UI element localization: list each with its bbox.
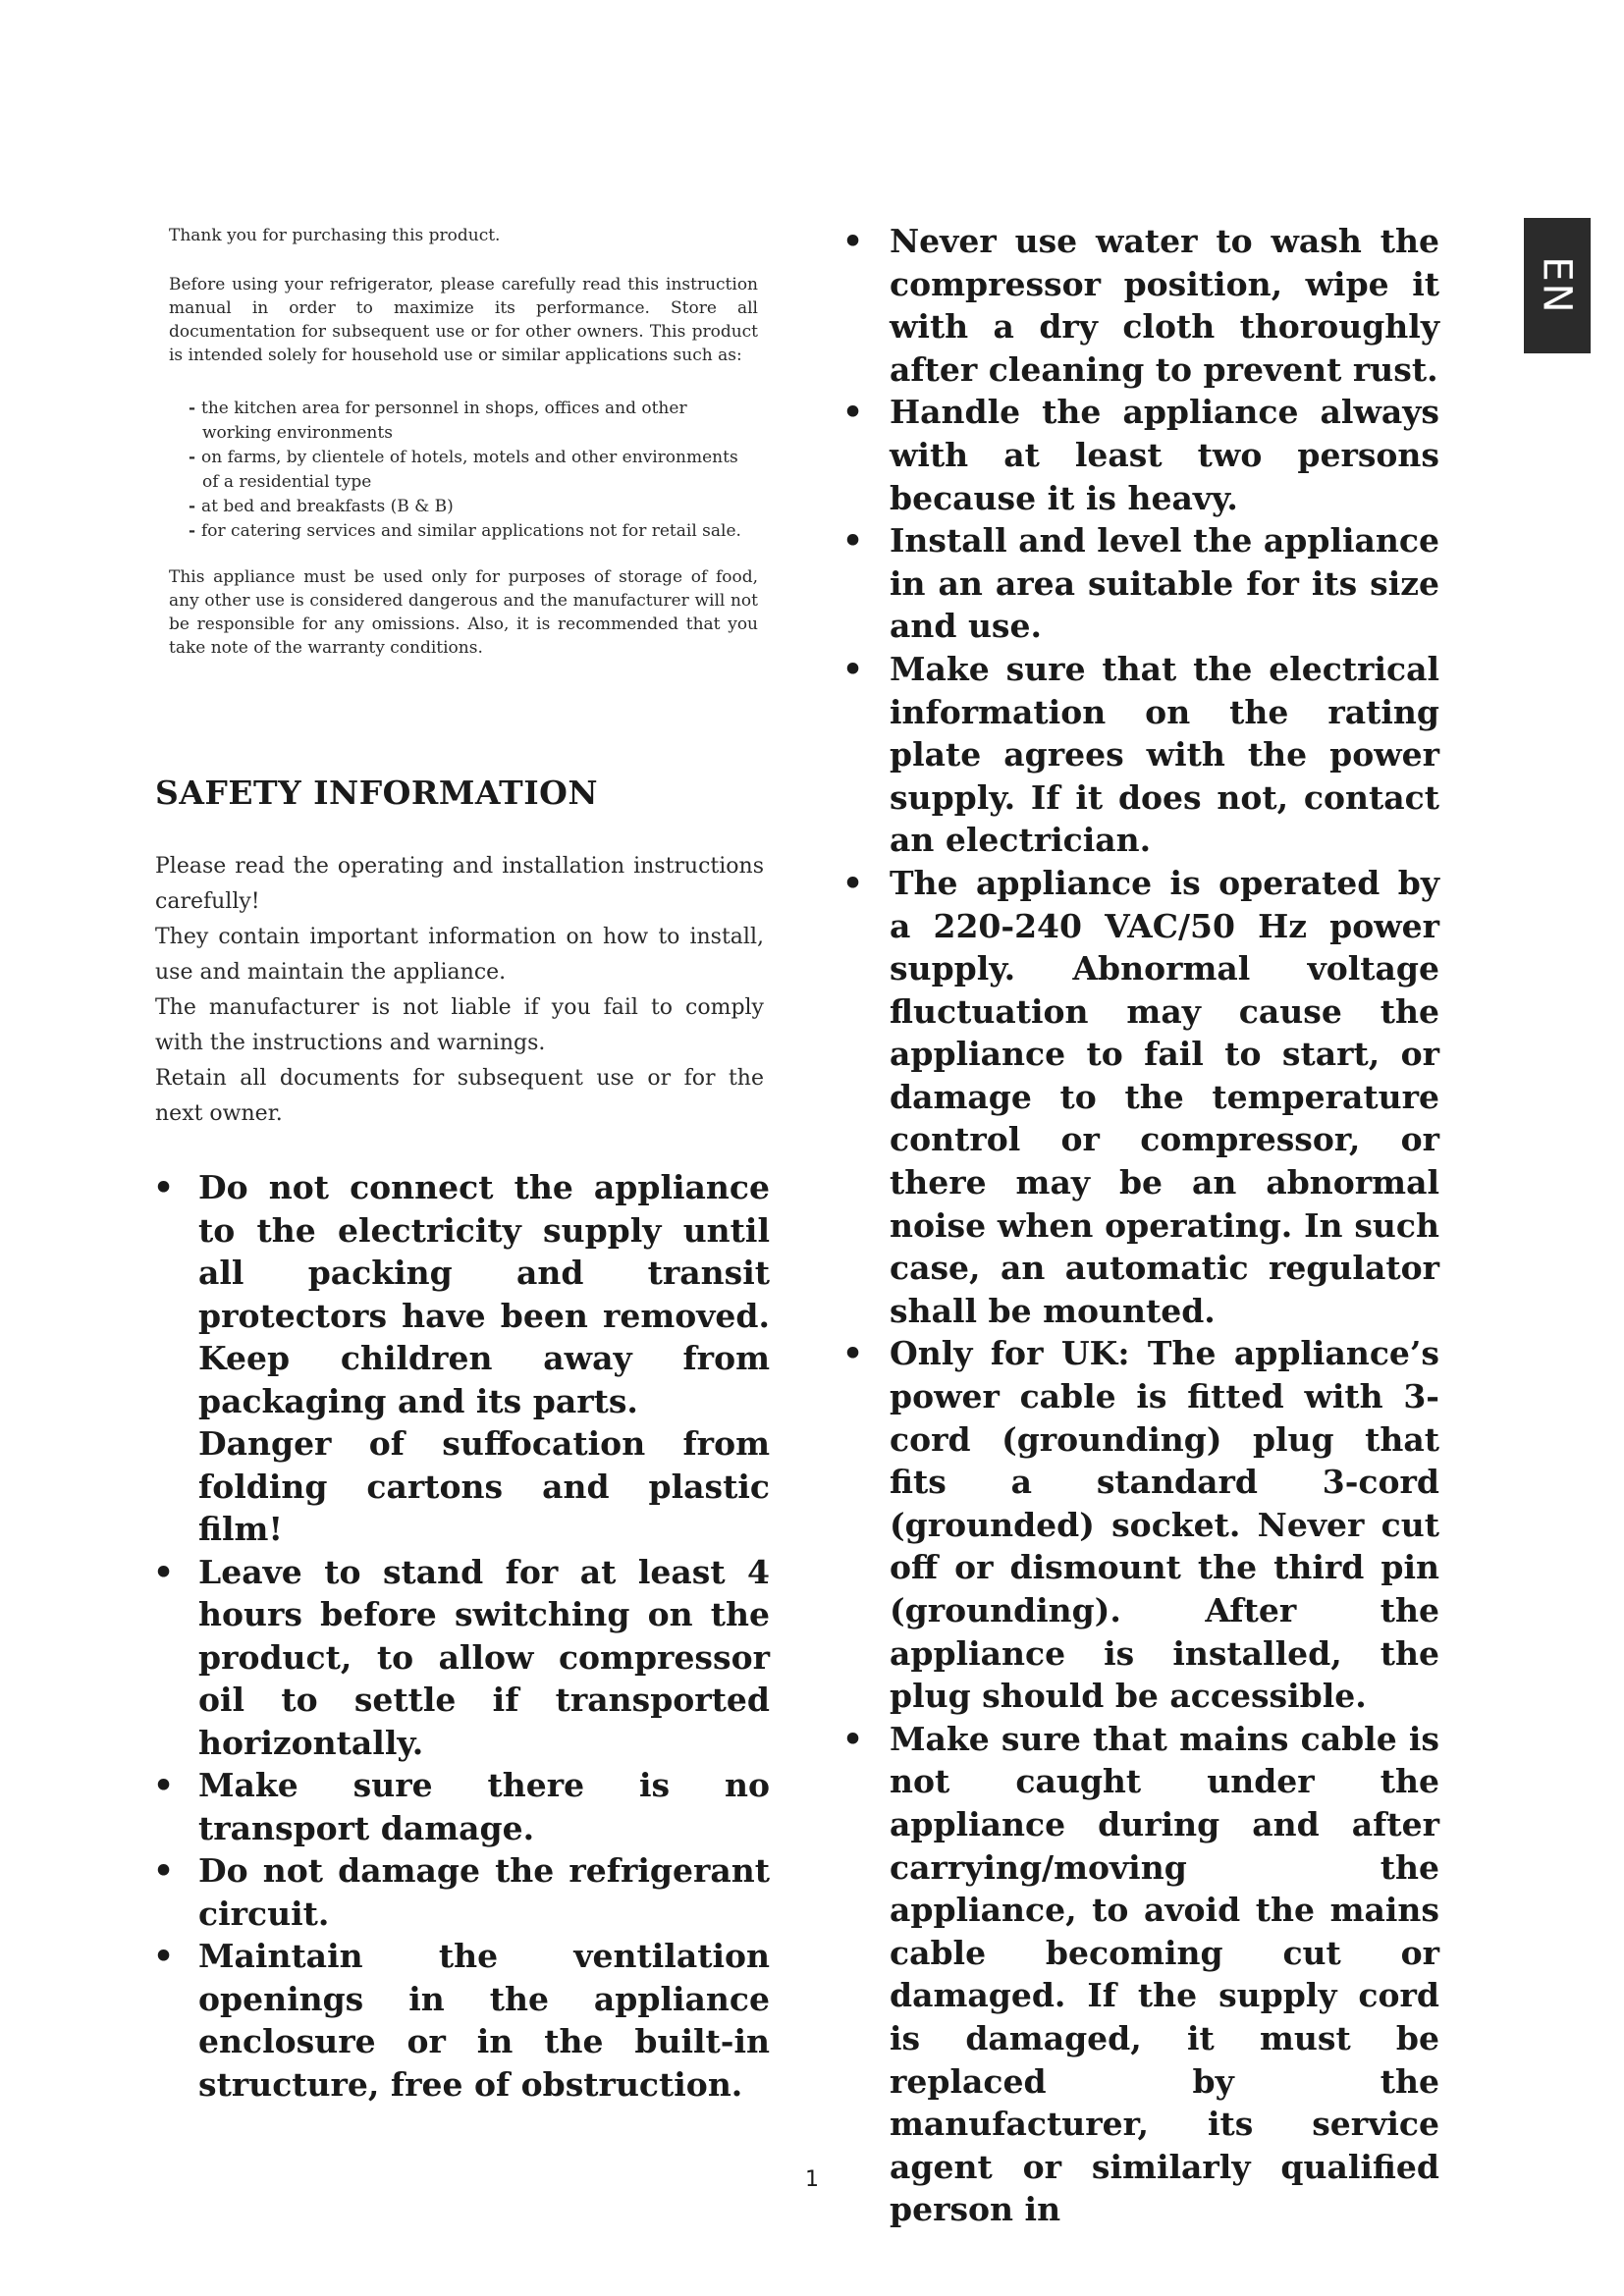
intro-section (169, 224, 758, 660)
list-item: • Handle the appliance always with at least two persons because it is heavy. (842, 393, 1439, 517)
bullet-icon: • (153, 1552, 175, 1591)
bullet-icon: • (153, 1168, 175, 1206)
bullet-icon: • (153, 1766, 175, 1804)
bullet-icon: • (153, 1851, 175, 1890)
safety-paragraph: Please read the operating and installation instructions carefully! (155, 854, 764, 914)
list-item: • The appliance is operated by a 220-240 VAC/50 Hz power supply. Abnormal voltage fluctuation may cause the appliance to fail to start, or damage to the temperature control or compressor, or there may be an abnormal noise when operating. In such case, an automatic regulator shall be mounted. (842, 863, 1439, 1330)
bullet-icon: • (842, 1334, 864, 1373)
intro-purpose: This appliance must be used only for purposes of storage of food, any other use is considered dangerous and the manufacturer will not be responsible for any omissions. Also, it is recommended that you take note of the warranty conditions. (169, 567, 758, 658)
safety-paragraph: They contain important information on how to install, use and maintain the appliance. (155, 925, 764, 985)
intended-uses-list (189, 397, 758, 544)
list-item: • Make sure that mains cable is not caught under the appliance during and after carrying/moving the appliance, to avoid the mains cable becoming cut or damaged. If the supply cord is damaged, it must be replaced by the manufacturer, its service agent or similarly qualified person in (842, 1719, 1439, 2229)
list-item: • Do not connect the appliance to the electricity supply until all packing and transit protectors have been removed. Keep children away from packaging and its parts. Danger of suffocation from folding cartons and plastic film! (153, 1168, 770, 1548)
bullet-icon: • (842, 393, 864, 432)
intro-thanks: Thank you for purchasing this product. (169, 226, 501, 245)
bullet-icon: • (842, 863, 864, 902)
list-item: • Make sure that the electrical information on the rating plate agrees with the power supply. If it does not, contact an electrician. (842, 649, 1439, 860)
list-item: - for catering services and similar applications not for retail sale. (189, 521, 741, 541)
right-safety-bullets (842, 220, 1439, 2231)
list-item: • Only for UK: The appliance’s power cable is fitted with 3-cord (grounding) plug that fits a standard 3-cord (grounded) socket. Never cut off or dismount the third pin (grounding). After the appliance is installed, the plug should be accessible. (842, 1334, 1439, 1716)
safety-intro (155, 849, 764, 1132)
bullet-icon: • (153, 1937, 175, 1975)
section-title: SAFETY INFORMATION (155, 774, 599, 812)
language-tab (1524, 218, 1591, 353)
safety-paragraph: Retain all documents for subsequent use or for the next owner. (155, 1066, 764, 1126)
bullet-icon: • (842, 649, 864, 688)
bullet-icon: • (842, 521, 864, 561)
list-item: • Make sure there is no transport damage. (153, 1766, 770, 1847)
list-item: - on farms, by clientele of hotels, motels and other environments of a residential type (189, 448, 738, 492)
list-item: • Leave to stand for at least 4 hours before switching on the product, to allow compressor oil to settle if transported horizontally. (153, 1552, 770, 1762)
bullet-icon: • (842, 222, 864, 260)
list-item: • Install and level the appliance in an area suitable for its size and use. (842, 521, 1439, 646)
list-item: • Never use water to wash the compressor position, wipe it with a dry cloth thoroughly after cleaning to prevent rust. (842, 222, 1439, 389)
language-label: EN (1534, 256, 1580, 315)
list-item: • Do not damage the refrigerant circuit. (153, 1851, 770, 1933)
list-item: - the kitchen area for personnel in shops, offices and other working environments (189, 399, 687, 443)
page-number: 1 (805, 2167, 819, 2192)
left-safety-bullets (153, 1166, 770, 2106)
safety-paragraph: The manufacturer is not liable if you fail to comply with the instructions and warnings. (155, 995, 764, 1055)
list-item: • Maintain the ventilation openings in the appliance enclosure or in the built-in structure, free of obstruction. (153, 1937, 770, 2104)
intro-before-using: Before using your refrigerator, please carefully read this instruction manual in order to maximize its performance. Store all documentation for subsequent use or for other owners. This product is intended solely for household use or similar applications such as: (169, 275, 758, 365)
bullet-icon: • (842, 1719, 864, 1758)
list-item: - at bed and breakfasts (B & B) (189, 497, 454, 516)
